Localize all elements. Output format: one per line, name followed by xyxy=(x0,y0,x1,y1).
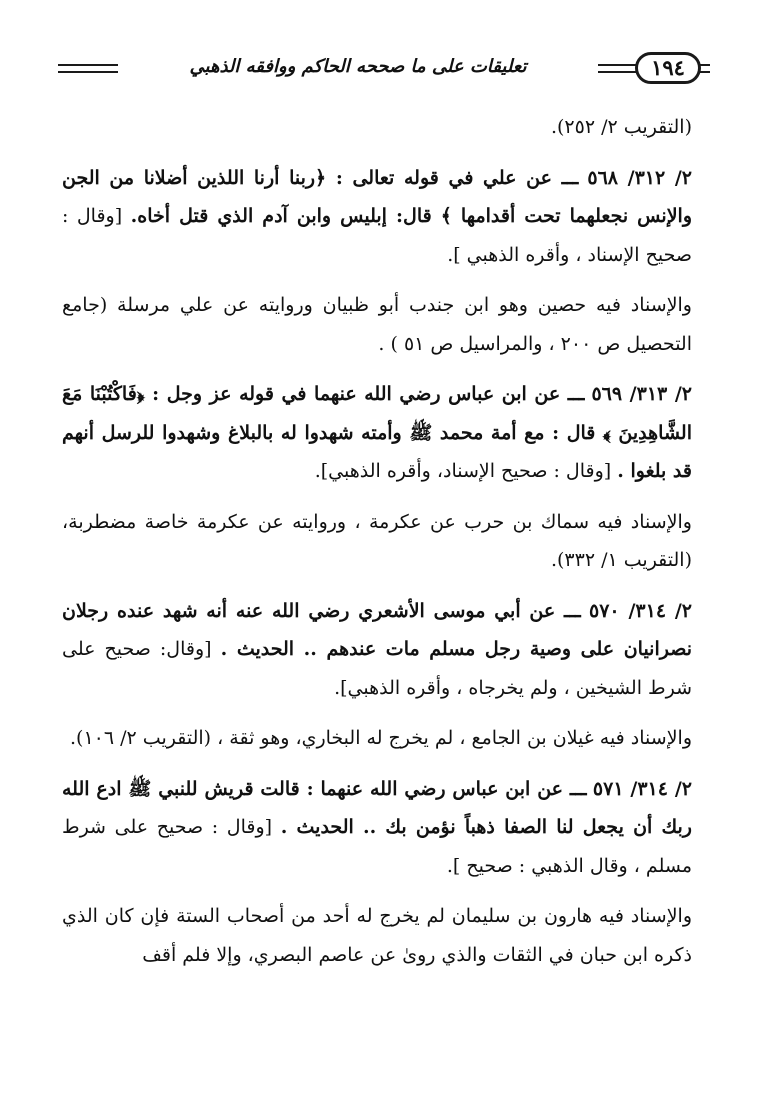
page-number: ١٩٤ xyxy=(635,52,701,84)
running-title: تعليقات على ما صححه الحاكم ووافقه الذهبي xyxy=(118,54,598,80)
entry-reference: ٢/ ٣١٢/ ٥٦٨ xyxy=(587,166,692,189)
paragraph-text: (التقريب ٢/ ٢٥٢). xyxy=(550,116,692,138)
paragraph xyxy=(62,108,692,147)
grading-comment: [وقال : صحيح الإسناد، وأقره الذهبي]. xyxy=(314,460,612,482)
grading-comment: [وقال : صحيح على شرط مسلم ، وقال الذهبي : صحيح ]. xyxy=(62,816,692,877)
commentary-paragraph xyxy=(62,503,692,580)
grading-comment: [وقال: صحيح على شرط الشيخين ، ولم يخرجاه ، وأقره الذهبي]. xyxy=(62,638,692,699)
paragraph-text: والإسناد فيه غيلان بن الجامع ، لم يخرج له البخاري، وهو ثقة ، (التقريب ٢/ ١٠٦). xyxy=(70,727,692,749)
hadith-entry xyxy=(62,592,692,708)
hadith-text: ـــ عن أبي موسى الأشعري رضي الله عنه أنه شهد عنده رجلان نصرانيان على وصية رجل مسلم مات عندهم .. الحديث . xyxy=(62,599,692,660)
entry-reference: ٢/ ٣١٤/ ٥٧١ xyxy=(592,777,692,800)
commentary-paragraph xyxy=(62,897,692,974)
entry-reference: ٢/ ٣١٣/ ٥٦٩ xyxy=(591,383,692,405)
paragraph-text: والإسناد فيه هارون بن سليمان لم يخرج له أحد من أصحاب الستة فإن كان الذي ذكره ابن حبان في الثقات والذي روىٰ عن عاصم البصري، وإلا فلم أقف xyxy=(62,905,692,966)
paragraph-text: والإسناد فيه سماك بن حرب عن عكرمة ، وروايته عن عكرمة خاصة مضطربة، (التقريب ١/ ٣٣٢). xyxy=(62,510,692,571)
commentary-paragraph xyxy=(62,286,692,363)
grading-comment: [وقال : صحيح الإسناد ، وأقره الذهبي ]. xyxy=(62,205,692,266)
hadith-entry xyxy=(62,159,692,275)
hadith-entry xyxy=(62,375,692,491)
hadith-entry xyxy=(62,770,692,886)
commentary-paragraph xyxy=(62,719,692,758)
paragraph-text: والإسناد فيه حصين وهو ابن جندب أبو ظبيان وروايته عن علي مرسلة (جامع التحصيل ص ٢٠٠ ، والمراسيل ص ٥١ ) . xyxy=(62,294,692,355)
page-body xyxy=(62,108,692,986)
page-header xyxy=(58,50,710,90)
hadith-text: ـــ عن علي في قوله تعالى : ﴿ربنا أرنا اللذين أضلانا من الجن والإنس نجعلهما تحت أقدامها ﴾ قال: إبليس وابن آدم الذي قتل أخاه. xyxy=(62,166,692,227)
hadith-text: ـــ عن ابن عباس رضي الله عنهما : قالت قريش للنبي ﷺ ادع الله ربك أن يجعل لنا الصفا ذهباً نؤمن بك .. الحديث . xyxy=(62,777,692,838)
entry-reference: ٢/ ٣١٤/ ٥٧٠ xyxy=(589,599,693,622)
hadith-text: ـــ عن ابن عباس رضي الله عنهما في قوله عز وجل : ﴿فَاكْتُبْنَا مَعَ الشَّاهِدِينَ ﴾ قال : مع أمة محمد ﷺ وأمته شهدوا له بالبلاغ وشهدوا للرسل أنهم قد بلغوا . xyxy=(62,383,692,482)
